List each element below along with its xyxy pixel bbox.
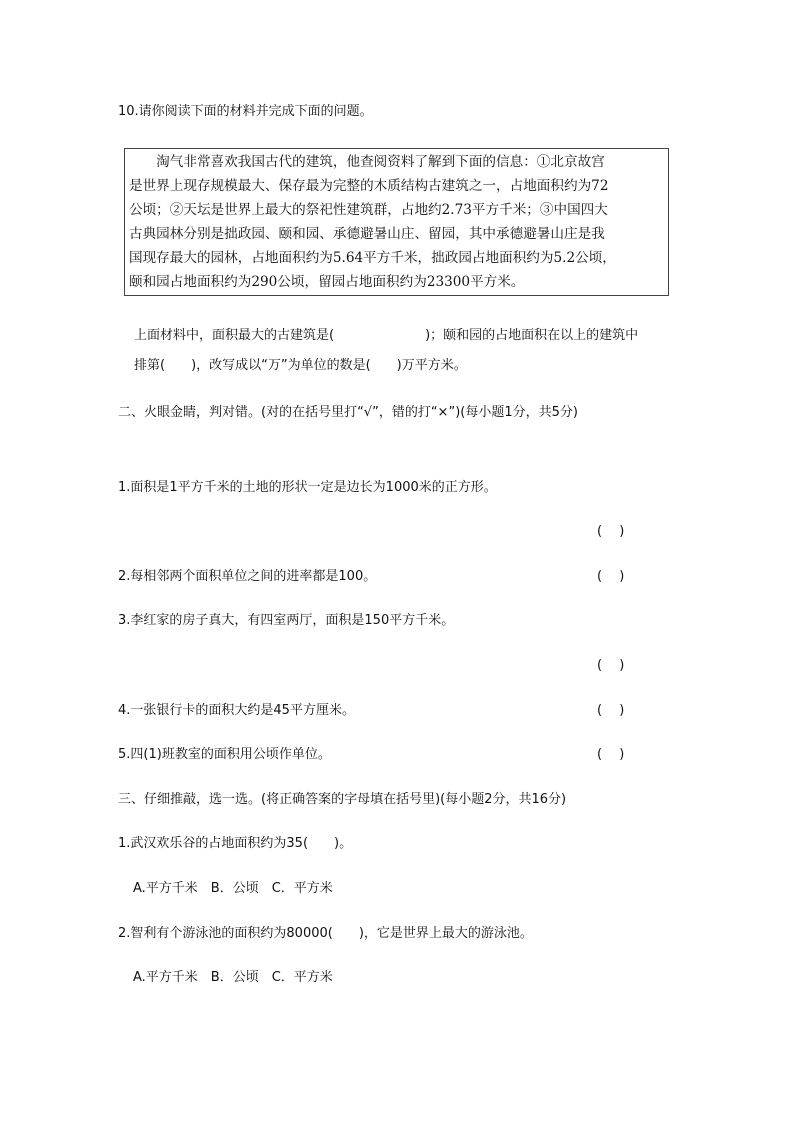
judge-item-4: 4.一张银行卡的面积大约是45平方厘米。 — [118, 703, 355, 718]
answer-paren[interactable]: ( ) — [597, 747, 625, 762]
judge-item-2: 2.每相邻两个面积单位之间的进率都是100。 — [118, 569, 377, 584]
q10-title: 10.请你阅读下面的材料并完成下面的问题。 — [118, 104, 373, 119]
judge-item-3: 3.李红家的房子真大，有四室两厅，面积是150平方千米。 — [118, 613, 455, 628]
q10-question-line-1: 上面材料中，面积最大的古建筑是( )；颐和园的占地面积在以上的建筑中 — [134, 328, 639, 343]
passage-line: 国现存最大的园林，占地面积约为5.64平方千米，拙政园占地面积约为5.2公顷， — [129, 250, 616, 266]
answer-paren[interactable]: ( ) — [597, 658, 625, 673]
answer-paren[interactable]: ( ) — [597, 569, 625, 584]
choice-options-1: A.平方千米 B．公顷 C．平方米 — [133, 881, 333, 896]
q10-question-line-2: 排第( )，改写成以“万”为单位的数是( )万平方米。 — [134, 358, 467, 373]
choice-question-2: 2.智利有个游泳池的面积约为80000( )，它是世界上最大的游泳池。 — [118, 926, 533, 941]
passage-line: 是世界上现存规模最大、保存最为完整的木质结构古建筑之一，占地面积约为72 — [129, 178, 609, 194]
choice-question-1: 1.武汉欢乐谷的占地面积约为35( )。 — [118, 836, 353, 851]
passage-line: 淘气非常喜欢我国古代的建筑，他查阅资料了解到下面的信息：①北京故宫 — [129, 154, 605, 170]
section2-heading: 二、火眼金睛，判对错。(对的在括号里打“√”，错的打“×”)(每小题1分，共5分) — [118, 405, 578, 420]
reading-passage-box — [124, 148, 669, 296]
passage-line: 颐和园占地面积约为290公顷，留园占地面积约为23300平方米。 — [129, 274, 525, 290]
judge-item-5: 5.四(1)班教室的面积用公顷作单位。 — [118, 747, 331, 762]
answer-paren[interactable]: ( ) — [597, 703, 625, 718]
passage-line: 古典园林分别是拙政园、颐和园、承德避暑山庄、留园，其中承德避暑山庄是我 — [129, 226, 605, 242]
section3-heading: 三、仔细推敲，选一选。(将正确答案的字母填在括号里)(每小题2分，共16分) — [118, 792, 567, 807]
passage-line: 公顷；②天坛是世界上最大的祭祀性建筑群，占地约2.73平方千米；③中国四大 — [129, 202, 608, 218]
judge-item-1: 1.面积是1平方千米的土地的形状一定是边长为1000米的正方形。 — [118, 480, 497, 495]
answer-paren[interactable]: ( ) — [597, 524, 625, 539]
choice-options-2: A.平方千米 B．公顷 C．平方米 — [133, 970, 333, 985]
